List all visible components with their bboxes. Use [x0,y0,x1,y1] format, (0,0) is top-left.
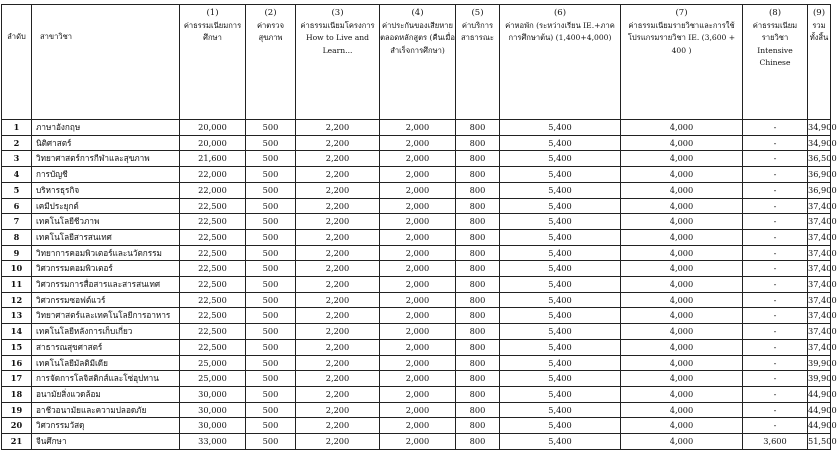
intensive-chinese-cell: - [743,355,808,371]
header-label: ค่าประกันของเสียหายตลอดหลักสูตร (คืนเมื่อสำเร็จการศึกษา) [380,20,455,55]
order-cell: 16 [2,355,32,371]
tuition-cell: 22,500 [180,277,246,293]
header-number: (5) [471,8,484,18]
total-cell: 44,900 [808,402,831,418]
project-fee-cell: 2,200 [296,167,380,183]
intensive-chinese-cell: - [743,245,808,261]
public-service-cell: 800 [456,261,500,277]
subject-cell: อาชีวอนามัยและความปลอดภัย [32,402,180,418]
order-cell: 14 [2,324,32,340]
dormitory-cell: 5,400 [500,418,621,434]
order-cell: 6 [2,198,32,214]
header-public-service [456,5,500,120]
subject-cell: วิศวกรรมการสื่อสารและสารสนเทศ [32,277,180,293]
header-number: (8) [768,8,782,18]
tuition-cell: 22,000 [180,182,246,198]
tuition-cell: 30,000 [180,418,246,434]
table-row [2,120,831,136]
ie-course-fee-cell: 4,000 [621,355,743,371]
subject-cell: อนามัยสิ่งแวดล้อม [32,386,180,402]
health-check-cell: 500 [246,229,296,245]
total-cell: 36,900 [808,167,831,183]
project-fee-cell: 2,200 [296,182,380,198]
order-cell: 11 [2,277,32,293]
public-service-cell: 800 [456,371,500,387]
project-fee-cell: 2,200 [296,386,380,402]
header-number: (9) [812,8,826,18]
header-label: ค่าตรวจสุขภาพ [256,20,285,43]
subject-cell: เทคโนโลยีมัลติมีเดีย [32,355,180,371]
ie-course-fee-cell: 4,000 [621,418,743,434]
health-check-cell: 500 [246,151,296,167]
damage-deposit-cell: 2,000 [380,120,456,136]
intensive-chinese-cell: - [743,261,808,277]
total-cell: 37,400 [808,339,831,355]
total-cell: 36,500 [808,151,831,167]
dormitory-cell: 5,400 [500,324,621,340]
subject-cell: เคมีประยุกต์ [32,198,180,214]
ie-course-fee-cell: 4,000 [621,135,743,151]
ie-course-fee-cell: 4,000 [621,277,743,293]
project-fee-cell: 2,200 [296,402,380,418]
table-row [2,434,831,450]
header-intensive-chinese [743,5,808,120]
table-row [2,198,831,214]
subject-cell: การจัดการโลจิสติกส์และโซ่อุปทาน [32,371,180,387]
health-check-cell: 500 [246,198,296,214]
tuition-cell: 22,500 [180,308,246,324]
project-fee-cell: 2,200 [296,261,380,277]
order-cell: 15 [2,339,32,355]
damage-deposit-cell: 2,000 [380,198,456,214]
ie-course-fee-cell: 4,000 [621,292,743,308]
fee-table [1,4,837,450]
tuition-cell: 22,500 [180,214,246,230]
subject-cell: เทคโนโลยีหลังการเก็บเกี่ยว [32,324,180,340]
header-damage-deposit [380,5,456,120]
table-row [2,371,831,387]
table-row [2,261,831,277]
project-fee-cell: 2,200 [296,355,380,371]
intensive-chinese-cell: - [743,214,808,230]
order-cell: 3 [2,151,32,167]
ie-course-fee-cell: 4,000 [621,120,743,136]
intensive-chinese-cell: - [743,229,808,245]
health-check-cell: 500 [246,135,296,151]
intensive-chinese-cell: - [743,324,808,340]
ie-course-fee-cell: 4,000 [621,324,743,340]
project-fee-cell: 2,200 [296,214,380,230]
dormitory-cell: 5,400 [500,339,621,355]
table-row [2,339,831,355]
public-service-cell: 800 [456,214,500,230]
intensive-chinese-cell: - [743,308,808,324]
dormitory-cell: 5,400 [500,355,621,371]
health-check-cell: 500 [246,402,296,418]
tuition-cell: 30,000 [180,386,246,402]
tuition-cell: 22,500 [180,245,246,261]
health-check-cell: 500 [246,434,296,450]
subject-cell: การบัญชี [32,167,180,183]
intensive-chinese-cell: - [743,386,808,402]
header-label: ค่าธรรมเนียมโครงการ How to Live and Learn... [300,20,375,55]
tuition-cell: 22,500 [180,229,246,245]
dormitory-cell: 5,400 [500,277,621,293]
project-fee-cell: 2,200 [296,229,380,245]
health-check-cell: 500 [246,418,296,434]
dormitory-cell: 5,400 [500,292,621,308]
damage-deposit-cell: 2,000 [380,229,456,245]
project-fee-cell: 2,200 [296,434,380,450]
total-cell: 44,900 [808,418,831,434]
total-cell: 51,500 [808,434,831,450]
header-label: ค่าธรรมเนียมการศึกษา [183,20,242,43]
dormitory-cell: 5,400 [500,151,621,167]
intensive-chinese-cell: - [743,371,808,387]
dormitory-cell: 5,400 [500,214,621,230]
header-number: (6) [553,8,567,18]
table-row [2,308,831,324]
public-service-cell: 800 [456,339,500,355]
health-check-cell: 500 [246,277,296,293]
header-project-fee [296,5,380,120]
subject-cell: วิทยาศาสตร์และเทคโนโลยีการอาหาร [32,308,180,324]
order-cell: 18 [2,386,32,402]
order-cell: 10 [2,261,32,277]
health-check-cell: 500 [246,120,296,136]
table-row [2,135,831,151]
intensive-chinese-cell: - [743,339,808,355]
ie-course-fee-cell: 4,000 [621,167,743,183]
header-order [2,5,32,120]
table-row [2,418,831,434]
intensive-chinese-cell: - [743,292,808,308]
health-check-cell: 500 [246,371,296,387]
intensive-chinese-cell: - [743,167,808,183]
subject-cell: เทคโนโลยีชีวภาพ [32,214,180,230]
total-cell: 37,400 [808,277,831,293]
header-label: รวมทั้งสิ้น [809,20,829,43]
header-tuition [180,5,246,120]
header-label: ค่าธรรมเนียมรายวิชาและการใช้โปรแกรมรายวิชา IE. (3,600 + 400 ) [627,20,736,55]
table-row [2,277,831,293]
total-cell: 37,400 [808,198,831,214]
subject-cell: บริหารธุรกิจ [32,182,180,198]
project-fee-cell: 2,200 [296,324,380,340]
health-check-cell: 500 [246,245,296,261]
header-label: ค่าบริการสาธารณะ [460,20,494,43]
project-fee-cell: 2,200 [296,277,380,293]
fee-table-sheet [1,4,837,450]
total-cell: 39,900 [808,355,831,371]
project-fee-cell: 2,200 [296,418,380,434]
header-dormitory [500,5,621,120]
damage-deposit-cell: 2,000 [380,214,456,230]
tuition-cell: 22,500 [180,198,246,214]
total-cell: 37,400 [808,245,831,261]
header-label: ค่าธรรมเนียมรายวิชา Intensive Chinese [752,20,798,68]
total-cell: 37,400 [808,261,831,277]
damage-deposit-cell: 2,000 [380,277,456,293]
ie-course-fee-cell: 4,000 [621,261,743,277]
ie-course-fee-cell: 4,000 [621,371,743,387]
order-cell: 12 [2,292,32,308]
order-cell: 4 [2,167,32,183]
ie-course-fee-cell: 4,000 [621,402,743,418]
tuition-cell: 22,500 [180,324,246,340]
health-check-cell: 500 [246,261,296,277]
header-row [2,5,831,120]
damage-deposit-cell: 2,000 [380,371,456,387]
tuition-cell: 25,000 [180,355,246,371]
table-row [2,167,831,183]
dormitory-cell: 5,400 [500,261,621,277]
damage-deposit-cell: 2,000 [380,151,456,167]
header-label: ค่าหอพัก (ระหว่างเรียน IE.+ภาคการศึกษาต้น) (1,400+4,000) [505,20,615,43]
dormitory-cell: 5,400 [500,402,621,418]
header-total [808,5,831,120]
damage-deposit-cell: 2,000 [380,402,456,418]
project-fee-cell: 2,200 [296,198,380,214]
dormitory-cell: 5,400 [500,198,621,214]
total-cell: 37,400 [808,308,831,324]
subject-cell: วิศวกรรมซอฟต์แวร์ [32,292,180,308]
header-health-check [246,5,296,120]
public-service-cell: 800 [456,277,500,293]
damage-deposit-cell: 2,000 [380,135,456,151]
order-cell: 20 [2,418,32,434]
header-ie-course-fee [621,5,743,120]
project-fee-cell: 2,200 [296,151,380,167]
ie-course-fee-cell: 4,000 [621,182,743,198]
total-cell: 37,400 [808,292,831,308]
public-service-cell: 800 [456,167,500,183]
health-check-cell: 500 [246,386,296,402]
dormitory-cell: 5,400 [500,120,621,136]
table-row [2,151,831,167]
intensive-chinese-cell: - [743,120,808,136]
health-check-cell: 500 [246,167,296,183]
project-fee-cell: 2,200 [296,339,380,355]
order-cell: 8 [2,229,32,245]
header-label: ลำดับ [7,32,26,41]
table-row [2,386,831,402]
public-service-cell: 800 [456,135,500,151]
tuition-cell: 20,000 [180,120,246,136]
subject-cell: เทคโนโลยีสารสนเทศ [32,229,180,245]
order-cell: 5 [2,182,32,198]
damage-deposit-cell: 2,000 [380,355,456,371]
health-check-cell: 500 [246,355,296,371]
damage-deposit-cell: 2,000 [380,245,456,261]
intensive-chinese-cell: - [743,277,808,293]
tuition-cell: 22,500 [180,292,246,308]
subject-cell: นิติศาสตร์ [32,135,180,151]
total-cell: 34,900 [808,120,831,136]
public-service-cell: 800 [456,402,500,418]
public-service-cell: 800 [456,308,500,324]
total-cell: 39,900 [808,371,831,387]
intensive-chinese-cell: - [743,135,808,151]
order-cell: 21 [2,434,32,450]
dormitory-cell: 5,400 [500,386,621,402]
tuition-cell: 30,000 [180,402,246,418]
ie-course-fee-cell: 4,000 [621,214,743,230]
ie-course-fee-cell: 4,000 [621,151,743,167]
health-check-cell: 500 [246,214,296,230]
ie-course-fee-cell: 4,000 [621,245,743,261]
fee-table-body [2,120,837,450]
subject-cell: วิทยาการคอมพิวเตอร์และนวัตกรรม [32,245,180,261]
public-service-cell: 800 [456,120,500,136]
public-service-cell: 800 [456,151,500,167]
table-row [2,324,831,340]
damage-deposit-cell: 2,000 [380,182,456,198]
health-check-cell: 500 [246,324,296,340]
ie-course-fee-cell: 4,000 [621,308,743,324]
tuition-cell: 22,500 [180,339,246,355]
intensive-chinese-cell: - [743,151,808,167]
damage-deposit-cell: 2,000 [380,292,456,308]
order-cell: 9 [2,245,32,261]
header-number: (4) [411,8,424,18]
header-number: (7) [675,8,688,18]
tuition-cell: 21,600 [180,151,246,167]
order-cell: 7 [2,214,32,230]
public-service-cell: 800 [456,245,500,261]
health-check-cell: 500 [246,308,296,324]
damage-deposit-cell: 2,000 [380,167,456,183]
project-fee-cell: 2,200 [296,120,380,136]
damage-deposit-cell: 2,000 [380,261,456,277]
damage-deposit-cell: 2,000 [380,386,456,402]
dormitory-cell: 5,400 [500,182,621,198]
header-number: (3) [331,8,344,18]
public-service-cell: 800 [456,198,500,214]
project-fee-cell: 2,200 [296,135,380,151]
subject-cell: ภาษาอังกฤษ [32,120,180,136]
public-service-cell: 800 [456,182,500,198]
damage-deposit-cell: 2,000 [380,339,456,355]
total-cell: 37,400 [808,214,831,230]
tuition-cell: 22,500 [180,261,246,277]
public-service-cell: 800 [456,324,500,340]
dormitory-cell: 5,400 [500,167,621,183]
table-row [2,245,831,261]
damage-deposit-cell: 2,000 [380,308,456,324]
subject-cell: สาธารณสุขศาสตร์ [32,339,180,355]
intensive-chinese-cell: - [743,418,808,434]
tuition-cell: 25,000 [180,371,246,387]
project-fee-cell: 2,200 [296,292,380,308]
public-service-cell: 800 [456,434,500,450]
ie-course-fee-cell: 4,000 [621,198,743,214]
health-check-cell: 500 [246,182,296,198]
dormitory-cell: 5,400 [500,245,621,261]
table-row [2,292,831,308]
health-check-cell: 500 [246,339,296,355]
subject-cell: วิศวกรรมคอมพิวเตอร์ [32,261,180,277]
dormitory-cell: 5,400 [500,229,621,245]
total-cell: 36,900 [808,182,831,198]
subject-cell: วิศวกรรมวัสดุ [32,418,180,434]
project-fee-cell: 2,200 [296,245,380,261]
health-check-cell: 500 [246,292,296,308]
tuition-cell: 22,000 [180,167,246,183]
total-cell: 44,900 [808,386,831,402]
header-label: สาขาวิชา [40,32,73,41]
fee-table-header [2,5,831,120]
damage-deposit-cell: 2,000 [380,418,456,434]
total-cell: 37,400 [808,324,831,340]
header-subject [32,5,180,120]
order-cell: 2 [2,135,32,151]
public-service-cell: 800 [456,355,500,371]
total-cell: 37,400 [808,229,831,245]
tuition-cell: 33,000 [180,434,246,450]
dormitory-cell: 5,400 [500,135,621,151]
public-service-cell: 800 [456,292,500,308]
ie-course-fee-cell: 4,000 [621,386,743,402]
dormitory-cell: 5,400 [500,434,621,450]
project-fee-cell: 2,200 [296,371,380,387]
subject-cell: จีนศึกษา [32,434,180,450]
dormitory-cell: 5,400 [500,308,621,324]
order-cell: 17 [2,371,32,387]
project-fee-cell: 2,200 [296,308,380,324]
tuition-cell: 20,000 [180,135,246,151]
public-service-cell: 800 [456,386,500,402]
order-cell: 13 [2,308,32,324]
table-row [2,355,831,371]
subject-cell: วิทยาศาสตร์การกีฬาและสุขภาพ [32,151,180,167]
public-service-cell: 800 [456,418,500,434]
ie-course-fee-cell: 4,000 [621,434,743,450]
ie-course-fee-cell: 4,000 [621,229,743,245]
table-row [2,214,831,230]
intensive-chinese-cell: - [743,198,808,214]
intensive-chinese-cell: - [743,182,808,198]
order-cell: 19 [2,402,32,418]
ie-course-fee-cell: 4,000 [621,339,743,355]
table-row [2,182,831,198]
intensive-chinese-cell: - [743,402,808,418]
damage-deposit-cell: 2,000 [380,434,456,450]
dormitory-cell: 5,400 [500,371,621,387]
table-row [2,402,831,418]
table-row [2,229,831,245]
header-number: (2) [264,8,277,18]
order-cell: 1 [2,120,32,136]
public-service-cell: 800 [456,229,500,245]
total-cell: 34,900 [808,135,831,151]
header-number: (1) [206,8,219,18]
damage-deposit-cell: 2,000 [380,324,456,340]
intensive-chinese-cell: 3,600 [743,434,808,450]
